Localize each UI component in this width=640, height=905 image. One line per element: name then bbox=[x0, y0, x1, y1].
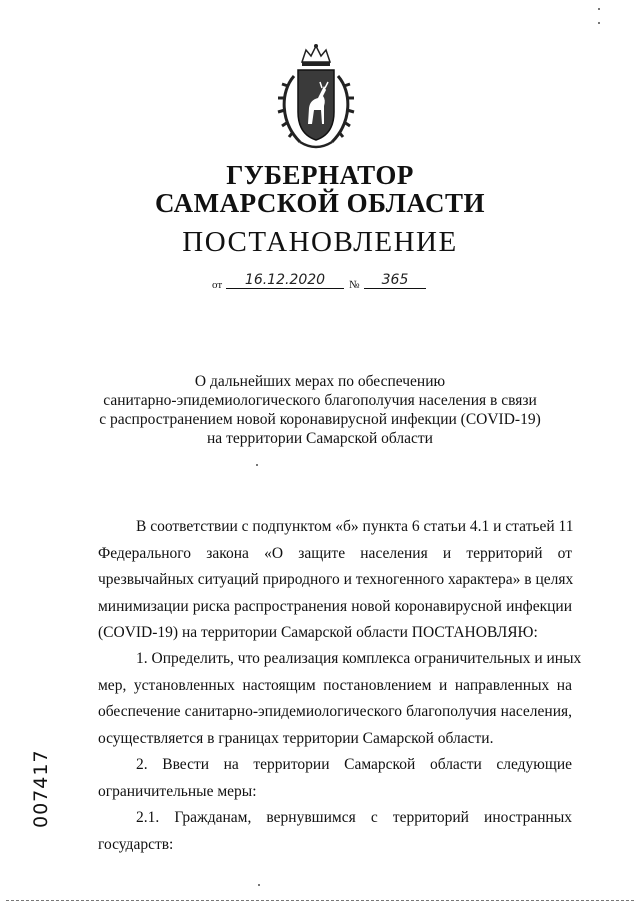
registration-number: 007417 bbox=[30, 749, 52, 828]
text-line: (COVID-19) на территории Самарской области ПОСТАНОВЛЯЮ: bbox=[98, 624, 538, 641]
item-2-paragraph bbox=[98, 752, 572, 805]
text-line: Федерального закона «О защите населения и территорий от bbox=[98, 544, 572, 562]
title-line: с распространением новой коронавирусной инфекции (COVID-19) bbox=[99, 411, 541, 428]
text-line: ограничительные меры: bbox=[98, 782, 257, 800]
document-date: 16.12.2020 bbox=[226, 272, 344, 289]
item-2-1-paragraph bbox=[98, 805, 572, 858]
scan-artifact bbox=[258, 884, 260, 886]
samara-oblast-coat-of-arms-icon bbox=[272, 42, 360, 154]
title-line: санитарно-эпидемиологического благополучия населения в связи bbox=[103, 392, 537, 409]
date-number-line bbox=[212, 272, 442, 294]
date-prefix: от bbox=[212, 279, 223, 291]
text-line: 2. Ввести на территории Самарской области следующие bbox=[136, 756, 572, 773]
item-1-paragraph bbox=[98, 646, 582, 752]
number-sign: № bbox=[349, 279, 360, 291]
title-line: на территории Самарской области bbox=[207, 430, 433, 447]
text-line: 1. Определить, что реализация комплекса ограничительных и иных bbox=[136, 650, 582, 667]
authority-title-line2: САМАРСКОЙ ОБЛАСТИ bbox=[154, 188, 486, 218]
document-type: ПОСТАНОВЛЕНИЕ bbox=[182, 226, 458, 258]
text-line: В соответствии с подпунктом «б» пункта 6 статьи 4.1 и статьей 11 bbox=[136, 518, 574, 535]
document-title bbox=[80, 372, 560, 448]
text-line: осуществляется в границах территории Самарской области. bbox=[98, 729, 494, 747]
text-line: мер, установленных настоящим постановлением и направленных на bbox=[98, 676, 572, 694]
text-line: чрезвычайных ситуаций природного и техногенного характера» в целях bbox=[98, 571, 574, 588]
text-line: обеспечение санитарно-эпидемиологического благополучия населения, bbox=[98, 703, 572, 720]
title-line: О дальнейших мерах по обеспечению bbox=[194, 373, 446, 390]
scan-artifact bbox=[598, 22, 600, 24]
text-line: 2.1. Гражданам, вернувшимся с территорий иностранных bbox=[136, 809, 572, 826]
text-line: минимизации риска распространения новой коронавирусной инфекции bbox=[98, 597, 572, 615]
page-bottom-edge bbox=[6, 900, 634, 901]
scan-artifact bbox=[598, 8, 600, 10]
preamble-paragraph bbox=[98, 514, 572, 647]
authority-title-line1: ГУБЕРНАТОР bbox=[226, 160, 414, 190]
text-line: государств: bbox=[98, 835, 174, 853]
document-number: 365 bbox=[364, 272, 426, 289]
scan-artifact bbox=[256, 464, 258, 466]
